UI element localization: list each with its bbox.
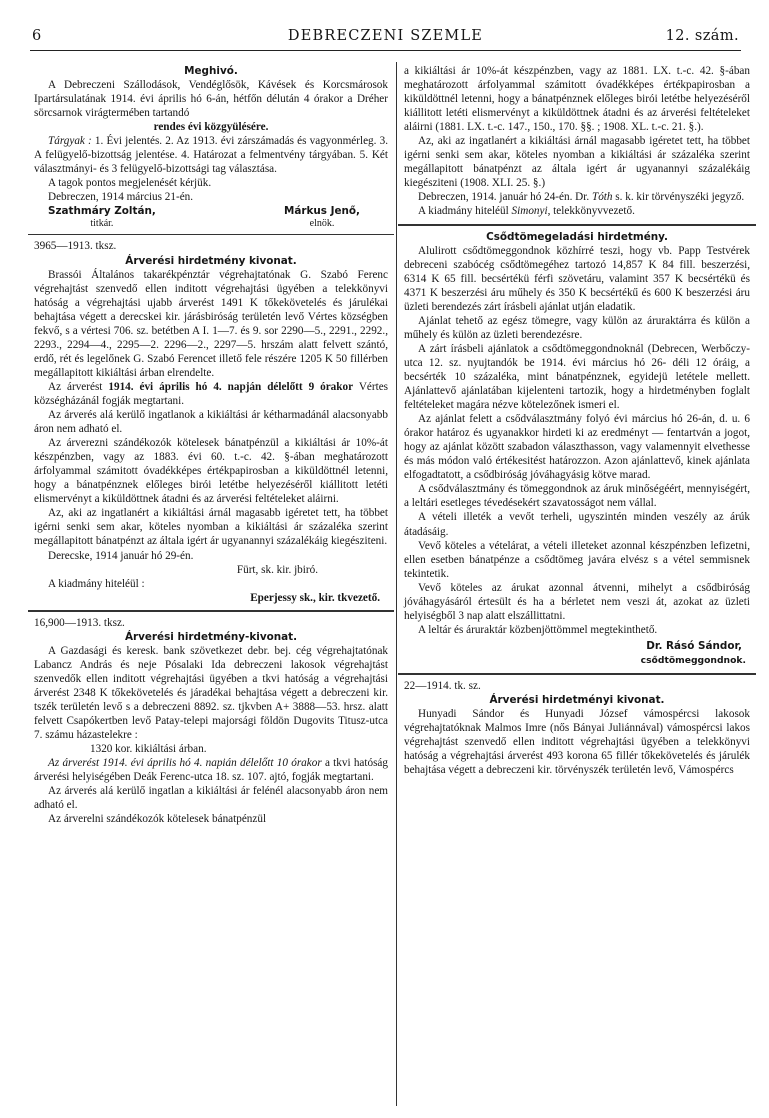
- paragraph: Az ajánlat felett a csődválasztmány folyó évi március hó 26-án, d. u. 6 órakor határoz és ugyanakkor hirdeti ki az eredményt — fentartván a jogot, hogy az ajánlat között szabadon választhasson, vagy valamennyit elvethesse és más módon való értékesitést határozzon. Azon ajánlattevő, kinek ajánlata elfogadtatott, a csődbiróság jóváhagyásig kötve marad.: [404, 413, 750, 482]
- paragraph: 1320 kor. kikiáltási árban.: [90, 743, 207, 756]
- notice-arveres-1: [34, 239, 388, 604]
- agenda-text: 1. Évi jelentés. 2. Az 1913. évi zárszámadás és vagyonmérleg. 3. A felügyelő-bizottság jelentése. 4. Határozat a felmentvény tárgyában. 5. Két választmányi- és 3 felügyelő-bizottsági tag választása.: [34, 135, 388, 176]
- text-run: Debreczen, 1914. január hó 24-én. Dr.: [418, 191, 592, 204]
- signature-name: [404, 639, 750, 653]
- text-run: a tkvi hatóság árverési helyiségében Deák Ferenc-utca 18. sz. 107. ajtó, fogják megtartani.: [34, 757, 388, 784]
- event-heading: rendes évi közgyülésére.: [153, 121, 269, 134]
- auction-date: 1914. évi április hó 4. napján délelőtt 9 órakor: [108, 380, 354, 393]
- paragraph: [34, 380, 388, 408]
- notice-continuation: [404, 64, 750, 219]
- notice-title: Meghivó.: [184, 65, 238, 77]
- paragraph: Derecske, 1914 január hó 29-én.: [48, 549, 194, 562]
- notice-title: Árverési hirdetmény kivonat.: [125, 254, 297, 267]
- paragraph: Alulirott csődtömeggondnok közhírré teszi, hogy vb. Papp Testvérek debreceni szabócég csődtömegéhez tartozó 14,857 K 84 fill. beszerzési, 6314 K 65 fill. becsértékü férfi szövetáru, valamint 357 K becsértékü és 4371 K beszerzési áru műhely és 350 K becsértékű és 600 K beszerzési áru üzleti berendezés zárt írásbeli ajánlat utján eladatik.: [404, 244, 750, 313]
- auction-date: Az árverést 1914. évi április hó 4. napián délelőtt 10 órakor: [48, 757, 322, 770]
- section-divider: [398, 224, 756, 226]
- paragraph: A Gazdasági és keresk. bank szövetkezet debr. bej. cég végrehajtatónak Labancz András és neje Pósalaki Ida debreczeni lakosok végrehajtást szenvedők ellen inditott végrehajtási ügyében a tkvi hatóság a végrehajtási árverést 2348 K tőkekövetelés és járadékai behajtása végett a debreczeni kir. tszék területén levő s a debreczeni 8892. sz. tjkvben A+ 3888—53. hrsz. alatt felvett Csapókertben levő Patay-telepi majorsági földön Dugovits Titusz-utca 7. számu házastelekre :: [34, 644, 388, 742]
- signature-secretary: [48, 206, 156, 229]
- paragraph: Hunyadi Sándor és Hunyadi József vámospércsi lakosok végrehajtatóknak Malmos Imre (nős Bányai Juliánnával) vámospércsi lakos végrehajtást szenvedő ellen inditott végrehajtási ügyében a telekkönyvi hatóság a végrehajtási árverést 493 korona 65 fillér tőkekövetelés és járulék behajtása végett a debreczeni kir. törvényszék területén levő, Vámospércs: [404, 708, 750, 777]
- page-number: 6: [32, 28, 42, 44]
- signature-name: Szathmáry Zoltán,: [48, 205, 156, 218]
- signature-registrar: Eperjessy sk., kir. tkvezető.: [250, 591, 380, 604]
- paragraph: Az, aki az ingatlanért a kikiáltási árnál magasabb igéretet tett, ha többet igérni senki sem akar, köteles nyomban a kikiáltási ár százaléka szerint megállapitott bánatpénzt az általa igért ár ugyanannyi százalékáig kiegésziteni.: [34, 507, 388, 548]
- page-header: [30, 24, 741, 51]
- section-divider: [28, 610, 394, 612]
- text-run: , telekkönyvvezető.: [547, 205, 635, 218]
- section-divider: [28, 234, 394, 235]
- column-divider: [396, 62, 397, 1106]
- paragraph: A tagok pontos megjelenését kérjük.: [48, 177, 212, 190]
- paragraph: Az árverés alá kerülő ingatlanok a kikiáltási ár kétharmadánál alacsonyabb áron nem adható el.: [34, 409, 388, 436]
- notice-title: Csődtömegeladási hirdetmény.: [486, 230, 668, 243]
- paragraph: Debreczen, 1914 március 21-én.: [48, 191, 194, 204]
- case-number: 22—1914. tk. sz.: [404, 679, 481, 692]
- text-run: A kiadmány hiteléül: [418, 205, 512, 218]
- paragraph: Vevő köteles az árukat azonnal átvenni, mihelyt a csődbiróság jóváhagyásáról értesült és ha a bérletet nem veszi át, azokat az üzleti helyiségből 3 nap alatt elszállittatni.: [404, 581, 750, 622]
- paragraph: A vételi illeték a vevőt terheli, ugyszintén minden veszély az árúk átadásáig.: [404, 511, 750, 538]
- issue-number: 12. szám.: [665, 28, 739, 44]
- text-run: s. k. kir törvényszéki jegyző.: [612, 191, 745, 204]
- paragraph: a kikiáltási ár 10%-át készpénzben, vagy az 1881. LX. t.-c. 42. §-ában meghatározott árfolyammal számitott óvadékképes értékpapirosban a kiküldöttnél letenni, hogy a bánatpénznek előleges birói letétbe helyezéséről kiállitott letéti elismervényt a kiküldöttnek átadni és az árverési feltételeket aláirni (1881. LX. t.-c. 147., 150., 170. §§. ; 1908. XL. t.-c. 21. §.).: [404, 65, 750, 134]
- signature-role: elnök.: [309, 217, 335, 229]
- paragraph: A kiadmány hiteléül :: [48, 577, 145, 590]
- left-column: [34, 64, 388, 826]
- signature-role-text: csődtömeggondnok.: [640, 654, 746, 666]
- paragraph: Az árverezni szándékozók kötelesek bánatpénzül a kikiáltási ár 10%-át készpénzben, vagy az 1883. évi 60. t.-c. 42. §-ában meghatározott árfolyammal számitott óvadékképes értékpapirosban a kiküldöttnél letenni, hogy a bánatpénznek előleges birói letétbe helyezéséről kiállitott letéti elismervényt a kiküldöttnek átadni és az árverési feltételeket aláirni.: [34, 437, 388, 506]
- signature-role: titkár.: [90, 217, 114, 229]
- section-divider: [398, 673, 756, 675]
- notice-meghivo: [34, 64, 388, 229]
- paragraph: [34, 756, 388, 784]
- notary-name: Tóth: [591, 191, 613, 204]
- notice-csod: [404, 230, 750, 668]
- notice-title: Árverési hirdetményi kivonat.: [489, 694, 665, 707]
- paragraph: [404, 190, 750, 204]
- signature-name: Márkus Jenő,: [284, 205, 360, 218]
- text-run: Az árverést: [48, 380, 109, 393]
- paragraph: A Debreczeni Szállodások, Vendéglősök, Kávések és Korcsmárosok Ipartársulatának 1914. évi április hó 6-án, hétfőn délután 4 órakor a Dréher sörcsarnok virágtermében tartandó: [34, 79, 388, 120]
- registrar-name: Simonyi: [511, 205, 548, 218]
- paragraph: A csődválasztmány és tömeggondnok az áruk minőségéért, mennyiségért, a leltári esetleges tévedésekért szavatosságot nem vállal.: [404, 483, 750, 510]
- signatures: [34, 206, 388, 229]
- notice-arveres-3: [404, 679, 750, 777]
- notice-arveres-2: [34, 616, 388, 827]
- text-run: Vértes községházánál fogják megtartani.: [34, 380, 389, 407]
- agenda-label: Tárgyak :: [48, 135, 92, 148]
- right-column: [404, 64, 750, 777]
- paragraph: Ajánlat tehető az egész tömegre, vagy külön az áruraktárra és külön a műhely és külön az üzleti berendezésre.: [404, 314, 750, 341]
- paragraph: [404, 204, 750, 218]
- signature-text: Dr. Rásó Sándor,: [646, 639, 742, 652]
- paragraph: Brassói Általános takarékpénztár végrehajtatónak G. Szabó Ferenc végrehajtást szenvedő ellen inditott végrehajtási ügyében a telekkönyvi hatóság a végrehajtási ujabb árverést 1491 K tőkekövetelés és járulékai behajtása végett a derecskei kir. járásbiróság területén levő Vértes községben fekvő, s a vértesi 706. sz. betétben A I. 1—7. és 9. sor 2290—5., 2291., 2292., 2293., 2294—4., 2295—2. 2296—2., 2297—5. hrszám alatt felvett szántó, erdő, rét és legelőnek G. Szabó Ferencet illető fele részére 1205 K 50 fillérben megállapitott kikiáltási árban elrendelte.: [34, 268, 388, 379]
- paragraph: A leltár és áruraktár közbenjöttömmel megtekinthető.: [418, 623, 658, 636]
- notice-title: Árverési hirdetmény-kivonat.: [124, 630, 298, 643]
- signature-judge: Fürt, sk. kir. jbiró.: [236, 563, 318, 576]
- paragraph: Az árverelni szándékozók kötelesek bánatpénzül: [48, 813, 267, 826]
- agenda-paragraph: [34, 134, 388, 176]
- paragraph: Az árverés alá kerülő ingatlan a kikiáltási ár felénél alacsonyabb áron nem adható el.: [34, 785, 388, 812]
- paragraph: Vevő köteles a vételárat, a vételi illeteket azonnal készpénzben lefizetni, ellen esetben bánatpénze a csődtömeg javára elvész s a vétel semmisnek tekintetik.: [404, 539, 750, 580]
- case-number: 3965—1913. tksz.: [34, 240, 117, 253]
- signature-president: [284, 206, 360, 229]
- signature-role: [404, 653, 750, 668]
- paragraph: A zárt írásbeli ajánlatok a csődtömeggondnoknál (Debrecen, Werbőczy-utca 12. sz. nyujtandók be 1914. évi március hó 26- déli 12 óráig, a becsérték 10 százaléka, mint bánatpénznek, egyidejü letétele mellett. Ajánlattevő ajánlatában kijelenteni tartozik, hogy a hirdetményben foglalt feltételeket magára nézve kötelezőnek ismeri el.: [404, 342, 750, 412]
- paragraph: Az, aki az ingatlanért a kikiáltási árnál magasabb igéretet tett, ha többet igérni senki sem akar, köteles nyomban a kikiáltási ár százaléka szerint megállapitott bánatpénzt az általa igért ár ugyanannyi százalékáig kiegésziteni (1908. XLI. 25. §.): [404, 135, 750, 190]
- journal-title: DEBRECZENI SZEMLE: [287, 28, 484, 44]
- case-number: 16,900—1913. tksz.: [34, 616, 125, 629]
